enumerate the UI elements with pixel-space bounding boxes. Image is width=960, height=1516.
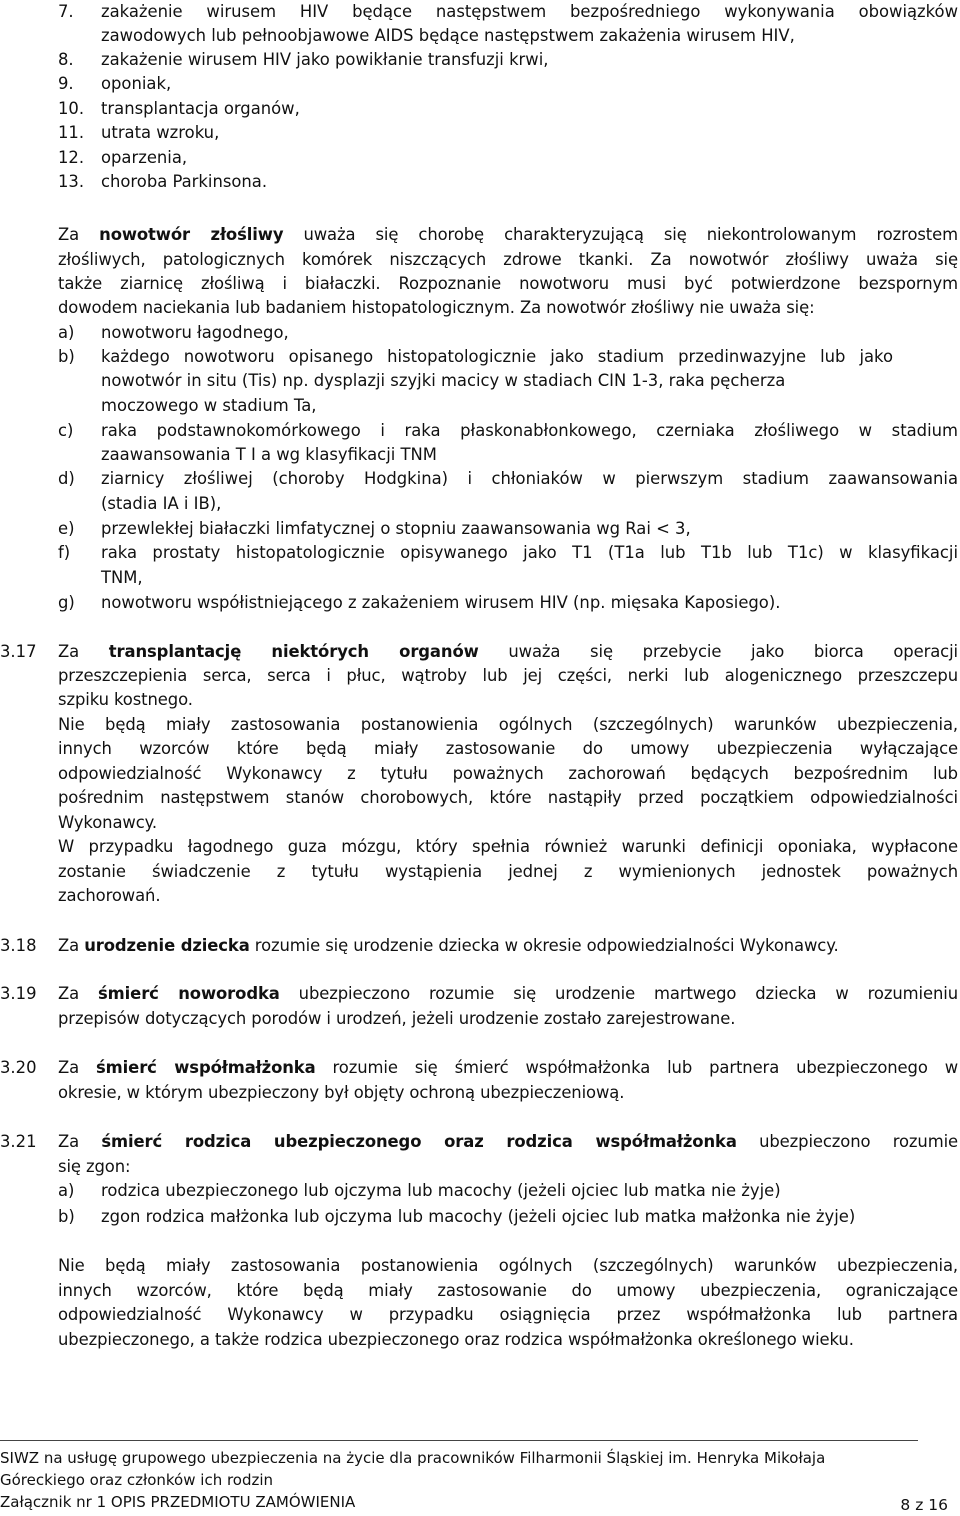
list-item-text: TNM, bbox=[101, 568, 143, 587]
defined-term: śmierć rodzica ubezpieczonego oraz rodzica współmałżonka bbox=[101, 1132, 737, 1151]
list-marker: d) bbox=[58, 469, 75, 488]
list-number: 13. bbox=[58, 172, 85, 191]
paragraph-line: ubezpieczonego, a także rodzica ubezpieczonego oraz rodzica współmałżonka określonego wieku. bbox=[58, 1330, 854, 1349]
paragraph-line: także ziarnicę złośliwą i białaczki. Rozpoznanie nowotworu musi być potwierdzone bezspornym bbox=[58, 274, 958, 293]
list-item-text: zaawansowania T I a wg klasyfikacji TNM bbox=[101, 445, 437, 464]
footer-title: SIWZ na usługę grupowego ubezpieczenia na życie dla pracowników Filharmonii Śląskiej im. Henryka Mikołaja bbox=[0, 1449, 826, 1467]
paragraph-line: zostanie świadczenie z tytułu wystąpienia jednej z wymienionych jednostek poważnych bbox=[58, 862, 958, 881]
paragraph-line: okresie, w którym ubezpieczony był objęty ochroną ubezpieczeniową. bbox=[58, 1083, 625, 1102]
footer-attachment: Załącznik nr 1 OPIS PRZEDMIOTU ZAMÓWIENIA bbox=[0, 1493, 356, 1511]
list-item-text: nowotworu współistniejącego z zakażeniem wirusem HIV (np. mięsaka Kaposiego). bbox=[101, 593, 781, 612]
paragraph-line bbox=[58, 1056, 958, 1081]
paragraph-line: innych wzorców, które będą miały zastosowanie do umowy ubezpieczenia, ograniczające bbox=[58, 1281, 958, 1300]
list-item-text: każdego nowotworu opisanego histopatologicznie jako stadium przedinwazyjne lub jako bbox=[101, 347, 893, 366]
list-marker: e) bbox=[58, 519, 75, 538]
list-number: 11. bbox=[58, 123, 85, 142]
section-number: 3.21 bbox=[0, 1132, 37, 1151]
list-marker: f) bbox=[58, 543, 71, 562]
list-item-text: choroba Parkinsona. bbox=[101, 172, 268, 191]
list-marker: b) bbox=[58, 1207, 75, 1226]
list-item-text: oponiak, bbox=[101, 74, 172, 93]
section-number: 3.20 bbox=[0, 1058, 37, 1077]
text-run: Za bbox=[58, 225, 100, 244]
text-run: Za bbox=[58, 1058, 97, 1077]
defined-term: nowotwór złośliwy bbox=[99, 225, 284, 244]
section-number: 3.19 bbox=[0, 984, 37, 1003]
text-run: rozumie się śmierć współmałżonka lub partnera ubezpieczonego w bbox=[315, 1058, 959, 1077]
list-item-text: nowotwór in situ (Tis) np. dysplazji szyjki macicy w stadiach CIN 1-3, raka pęcherza bbox=[101, 371, 786, 390]
list-item-text: moczowego w stadium Ta, bbox=[101, 396, 317, 415]
paragraph-line: odpowiedzialność Wykonawcy w przypadku osiągnięcia przez współmałżonka lub partnera bbox=[58, 1305, 958, 1324]
text-run: Za bbox=[58, 1132, 102, 1151]
list-number: 7. bbox=[58, 2, 74, 21]
section-number: 3.17 bbox=[0, 642, 37, 661]
text-run: Za bbox=[58, 642, 109, 661]
list-marker: a) bbox=[58, 323, 75, 342]
paragraph-line bbox=[58, 223, 958, 248]
list-item-text: oparzenia, bbox=[101, 148, 188, 167]
paragraph-line: przepisów dotyczących porodów i urodzeń, jeżeli urodzenie zostało zarejestrowane. bbox=[58, 1009, 736, 1028]
defined-term: transplantację niektórych organów bbox=[108, 642, 479, 661]
list-marker: g) bbox=[58, 593, 75, 612]
text-run: rozumie się urodzenie dziecka w okresie odpowiedzialności Wykonawcy. bbox=[249, 936, 839, 955]
paragraph-line: przeszczepienia serca, serca i płuc, wątroby lub jej części, nerki lub alogenicznego przeszczepu bbox=[58, 666, 958, 685]
paragraph-line: Nie będą miały zastosowania postanowienia ogólnych (szczególnych) warunków ubezpieczenia, bbox=[58, 715, 958, 734]
paragraph-line: dowodem naciekania lub badaniem histopatologicznym. Za nowotwór złośliwy nie uważa się: bbox=[58, 298, 815, 317]
list-item-text: raka prostaty histopatologicznie opisywanego jako T1 (T1a lub T1b lub T1c) w klasyfikacji bbox=[101, 543, 958, 562]
list-item-text: rodzica ubezpieczonego lub ojczyma lub macochy (jeżeli ojciec lub matka nie żyje) bbox=[101, 1181, 781, 1200]
paragraph-line: złośliwych, patologicznych komórek niszczących zdrowe tkanki. Za nowotwór złośliwy uważa się bbox=[58, 250, 958, 269]
paragraph-line: W przypadku łagodnego guza mózgu, który spełnia również warunki definicji oponiaka, wypłacone bbox=[58, 837, 958, 856]
list-item-text: przewlekłej białaczki limfatycznej o stopniu zaawansowania wg Rai < 3, bbox=[101, 519, 691, 538]
paragraph-line: Wykonawcy. bbox=[58, 813, 157, 832]
footer-divider bbox=[0, 1440, 918, 1441]
list-item-text: (stadia IA i IB), bbox=[101, 494, 222, 513]
list-number: 9. bbox=[58, 74, 74, 93]
list-item-text: nowotworu łagodnego, bbox=[101, 323, 289, 342]
paragraph-line: odpowiedzialność Wykonawcy z tytułu poważnych zachorowań będących bezpośrednim lub bbox=[58, 764, 958, 783]
paragraph-line bbox=[58, 640, 958, 665]
list-item-text: zgon rodzica małżonka lub ojczyma lub macochy (jeżeli ojciec lub matka małżonka nie żyje) bbox=[101, 1207, 856, 1226]
paragraph-line bbox=[58, 982, 958, 1007]
defined-term: śmierć współmałżonka bbox=[96, 1058, 316, 1077]
paragraph-line: się zgon: bbox=[58, 1157, 131, 1176]
paragraph-line: pośrednim następstwem stanów chorobowych, które nastąpiły przed początkiem odpowiedzialności bbox=[58, 788, 958, 807]
text-run: Za bbox=[58, 936, 85, 955]
text-run: uważa się chorobę charakteryzującą się niekontrolowanym rozrostem bbox=[283, 225, 958, 244]
section-number: 3.18 bbox=[0, 936, 37, 955]
paragraph-line bbox=[58, 934, 958, 959]
list-item-text: utrata wzroku, bbox=[101, 123, 220, 142]
list-item-text: transplantacja organów, bbox=[101, 99, 300, 118]
paragraph-line: Nie będą miały zastosowania postanowienia ogólnych (szczególnych) warunków ubezpieczenia, bbox=[58, 1256, 958, 1275]
list-item-text: ziarnicy złośliwej (choroby Hodgkina) i chłoniaków w pierwszym stadium zaawansowania bbox=[101, 469, 958, 488]
list-number: 10. bbox=[58, 99, 85, 118]
defined-term: urodzenie dziecka bbox=[84, 936, 250, 955]
defined-term: śmierć noworodka bbox=[98, 984, 280, 1003]
list-number: 8. bbox=[58, 50, 74, 69]
footer-title-continued: Góreckiego oraz członków ich rodzin bbox=[0, 1471, 274, 1489]
text-run: ubezpieczono rozumie się urodzenie martwego dziecka w rozumieniu bbox=[279, 984, 958, 1003]
list-item-text: zakażenie wirusem HIV jako powikłanie transfuzji krwi, bbox=[101, 50, 549, 69]
list-marker: b) bbox=[58, 347, 75, 366]
list-number: 12. bbox=[58, 148, 85, 167]
list-item-text: zawodowych lub pełnoobjawowe AIDS będące następstwem zakażenia wirusem HIV, bbox=[101, 26, 795, 45]
paragraph-line: szpiku kostnego. bbox=[58, 690, 193, 709]
list-marker: a) bbox=[58, 1181, 75, 1200]
page-number: 8 z 16 bbox=[900, 1496, 948, 1514]
text-run: uważa się przebycie jako biorca operacji bbox=[478, 642, 958, 661]
text-run: Za bbox=[58, 984, 99, 1003]
paragraph-line bbox=[58, 1130, 958, 1155]
paragraph-line: zachorowań. bbox=[58, 886, 161, 905]
paragraph-line: innych wzorców które będą miały zastosowanie do umowy ubezpieczenia wyłączające bbox=[58, 739, 958, 758]
list-item-text: zakażenie wirusem HIV będące następstwem bezpośredniego wykonywania obowiązków bbox=[101, 2, 958, 21]
list-item-text: raka podstawnokomórkowego i raka płaskonabłonkowego, czerniaka złośliwego w stadium bbox=[101, 421, 958, 440]
list-marker: c) bbox=[58, 421, 74, 440]
text-run: ubezpieczono rozumie bbox=[736, 1132, 959, 1151]
